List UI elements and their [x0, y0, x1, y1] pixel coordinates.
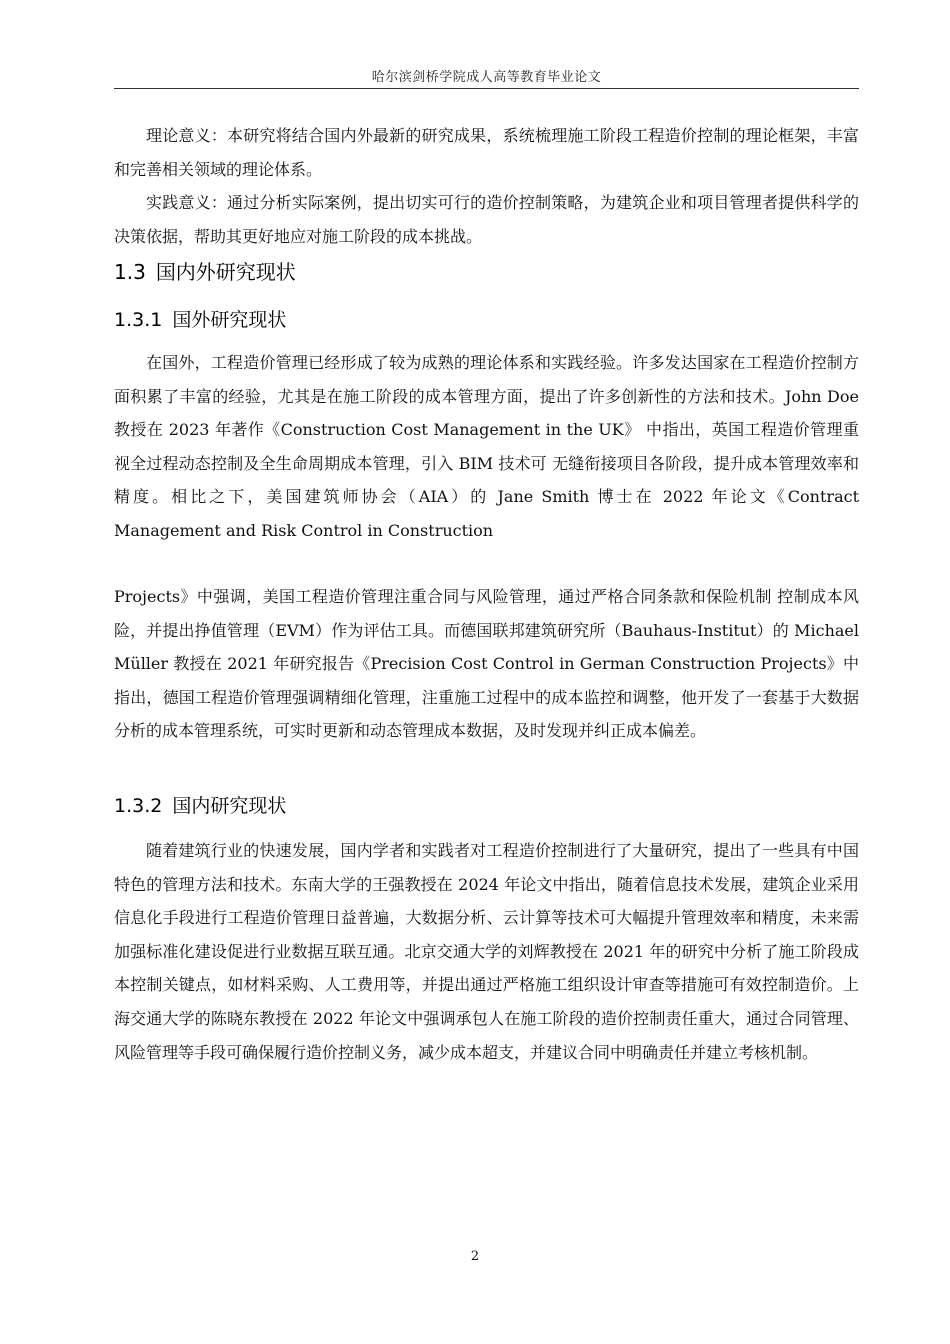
- domestic-research-paragraph: 随着建筑行业的快速发展，国内学者和实践者对工程造价控制进行了大量研究，提出了一些具有中国特色的管理方法和技术。东南大学的王强教授在 2024 年论文中指出，随着信息技术发展，建筑企业采用信息化手段进行工程造价管理日益普遍，大数据分析、云计算等技术可大幅提升管理效率和精度，未来需加强标准化建设促进行业数据互联互通。北京交通大学的刘辉教授在 2021 年的研究中分析了施工阶段成本控制关键点，如材料采购、人工费用等，并提出通过严格施工组织设计审查等措施可有效控制造价。上海交通大学的陈晓东教授在 2022 年论文中强调承包人在施工阶段的造价控制责任重大，通过合同管理、风险管理等手段可确保履行造价控制义务，减少成本超支，并建议合同中明确责任并建立考核机制。: [114, 841, 859, 1062]
- section-number: 1.3: [114, 260, 146, 284]
- foreign-research-paragraph-2: Projects》中强调，美国工程造价管理注重合同与风险管理，通过严格合同条款和保险机制 控制成本风险，并提出挣值管理（EVM）作为评估工具。而德国联邦建筑研究所（Bauhaus-Institut）的 Michael Müller 教授在 2021 年研究报告《Precision Cost Control in German Construction Projects》中指出，德国工程造价管理强调精细化管理，注重施工过程中的成本监控和调整，他开发了一套基于大数据分析的成本管理系统，可实时更新和动态管理成本数据，及时发现并纠正成本偏差。: [114, 587, 859, 741]
- foreign-research-paragraph-1: 在国外，工程造价管理已经形成了较为成熟的理论体系和实践经验。许多发达国家在工程造价控制方面积累了丰富的经验，尤其是在施工阶段的成本管理方面，提出了许多创新性的方法和技术。John Doe 教授在 2023 年著作《Construction Cost Management in the UK》 中指出，英国工程造价管理重视全过程动态控制及全生命周期成本管理，引入 BIM 技术可 无缝衔接项目各阶段，提升成本管理效率和精度。相比之下，美国建筑师协会（AIA）的 Jane Smith 博士在 2022 年论文《Contract Management and Risk Control in Construction: [114, 353, 859, 540]
- section-title: 国内研究现状: [172, 795, 287, 817]
- intro-practice-paragraph: 实践意义：通过分析实际案例，提出切实可行的造价控制策略，为建筑企业和项目管理者提供科学的决策依据，帮助其更好地应对施工阶段的成本挑战。: [114, 193, 859, 246]
- section-number: 1.3.2: [114, 795, 163, 817]
- section-heading-1-3: [114, 258, 859, 286]
- intro-theory-paragraph: 理论意义：本研究将结合国内外最新的研究成果，系统梳理施工阶段工程造价控制的理论框架，丰富和完善相关领域的理论体系。: [114, 126, 859, 179]
- section-heading-1-3-2: [114, 793, 859, 819]
- section-title: 国外研究现状: [172, 309, 287, 331]
- header-rule: [114, 88, 859, 89]
- section-title: 国内外研究现状: [155, 260, 296, 284]
- section-heading-1-3-1: [114, 307, 859, 333]
- running-header: 哈尔滨剑桥学院成人高等教育毕业论文: [371, 70, 602, 85]
- page-number: 2: [470, 1249, 480, 1264]
- section-number: 1.3.1: [114, 309, 163, 331]
